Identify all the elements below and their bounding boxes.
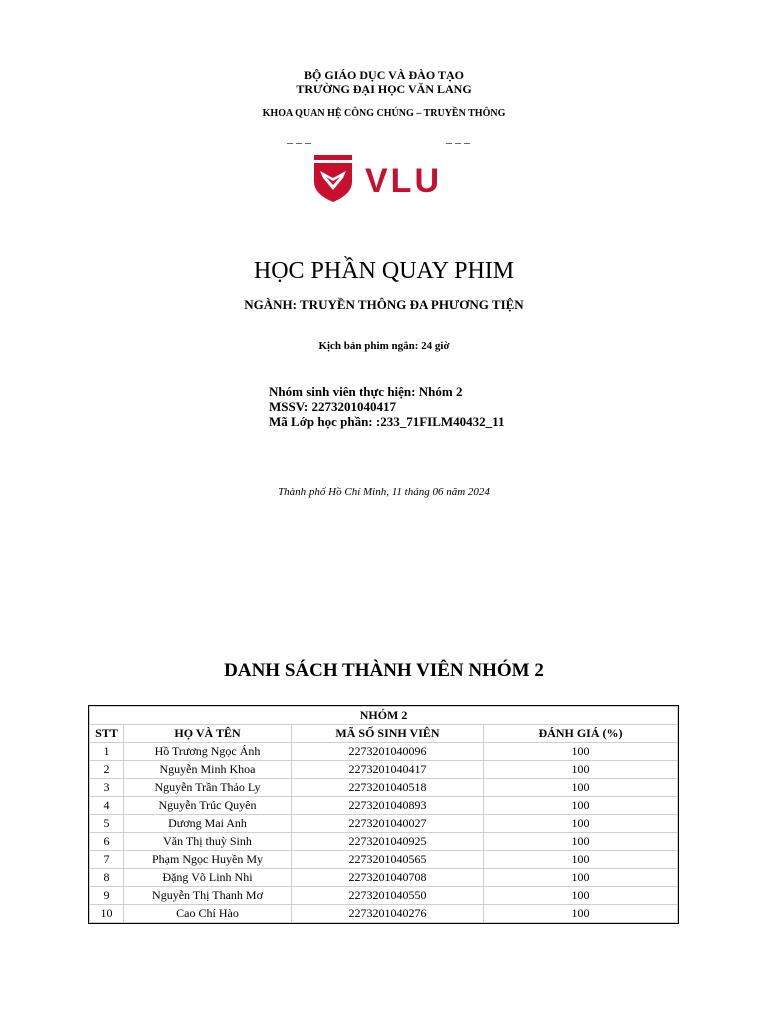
cell-name: Nguyễn Minh Khoa [124, 761, 292, 779]
cell-student-id: 2273201040417 [292, 761, 484, 779]
university-name: TRƯỜNG ĐẠI HỌC VĂN LANG [296, 82, 472, 96]
faculty-name: KHOA QUAN HỆ CÔNG CHÚNG – TRUYỀN THÔNG [262, 108, 506, 119]
column-header-stt: STT [90, 725, 124, 743]
vlu-logo [313, 154, 458, 204]
cell-name: Nguyễn Trần Thảo Ly [124, 779, 292, 797]
table-row [90, 905, 678, 923]
cell-student-id: 2273201040708 [292, 869, 484, 887]
cell-name: Cao Chí Hào [124, 905, 292, 923]
cell-rating: 100 [484, 797, 678, 815]
cell-name: Đặng Võ Linh Nhi [124, 869, 292, 887]
logo-wordmark: VLU [365, 162, 442, 200]
cell-rating: 100 [484, 779, 678, 797]
members-title: DANH SÁCH THÀNH VIÊN NHÓM 2 [224, 660, 544, 681]
cell-student-id: 2273201040027 [292, 815, 484, 833]
cell-stt: 4 [90, 797, 124, 815]
student-info [269, 384, 504, 429]
members-table [89, 706, 678, 923]
table-row [90, 851, 678, 869]
date-line: Thành phố Hồ Chí Minh, 11 tháng 06 năm 2024 [278, 486, 490, 498]
cell-name: Hồ Trương Ngọc Ánh [124, 743, 292, 761]
cell-rating: 100 [484, 851, 678, 869]
cell-stt: 5 [90, 815, 124, 833]
vlu-logo-icon [313, 154, 458, 204]
column-header-rating: ĐÁNH GIÁ (%) [484, 725, 678, 743]
cell-stt: 10 [90, 905, 124, 923]
cell-rating: 100 [484, 833, 678, 851]
cell-student-id: 2273201040893 [292, 797, 484, 815]
table-row [90, 869, 678, 887]
cell-name: Văn Thị thuỳ Sinh [124, 833, 292, 851]
cell-stt: 8 [90, 869, 124, 887]
table-row [90, 815, 678, 833]
cell-stt: 3 [90, 779, 124, 797]
ministry-name: BỘ GIÁO DỤC VÀ ĐÀO TẠO [304, 68, 464, 82]
column-header-student-id: MÃ SỐ SINH VIÊN [292, 725, 484, 743]
cell-stt: 6 [90, 833, 124, 851]
cell-stt: 9 [90, 887, 124, 905]
decorative-dashes-right: _ _ _ [446, 131, 470, 145]
cell-name: Dương Mai Anh [124, 815, 292, 833]
cell-name: Phạm Ngọc Huyền My [124, 851, 292, 869]
course-title: HỌC PHẦN QUAY PHIM [253, 258, 515, 284]
table-header-row [90, 725, 678, 743]
cell-rating: 100 [484, 869, 678, 887]
cell-student-id: 2273201040565 [292, 851, 484, 869]
class-code-line: Mã Lớp học phần: :233_71FILM40432_11 [269, 414, 505, 429]
table-row [90, 833, 678, 851]
script-title: Kịch bản phim ngắn: 24 giờ [318, 340, 450, 352]
table-group-header-row [90, 707, 678, 725]
cell-student-id: 2273201040550 [292, 887, 484, 905]
cell-rating: 100 [484, 887, 678, 905]
group-header-cell: NHÓM 2 [90, 707, 678, 725]
mssv-line: MSSV: 2273201040417 [269, 399, 397, 414]
cell-student-id: 2273201040276 [292, 905, 484, 923]
table-row [90, 779, 678, 797]
group-line: Nhóm sinh viên thực hiện: Nhóm 2 [269, 384, 463, 399]
major-title: NGÀNH: TRUYỀN THÔNG ĐA PHƯƠNG TIỆN [244, 297, 524, 312]
cell-student-id: 2273201040518 [292, 779, 484, 797]
table-row [90, 797, 678, 815]
column-header-name: HỌ VÀ TÊN [124, 725, 292, 743]
cell-rating: 100 [484, 761, 678, 779]
cell-rating: 100 [484, 905, 678, 923]
cell-name: Nguyễn Thị Thanh Mơ [124, 887, 292, 905]
cell-name: Nguyễn Trúc Quyên [124, 797, 292, 815]
cell-student-id: 2273201040096 [292, 743, 484, 761]
table-row [90, 743, 678, 761]
cell-stt: 1 [90, 743, 124, 761]
table-row [90, 887, 678, 905]
decorative-dashes-left: _ _ _ [287, 131, 311, 145]
cell-rating: 100 [484, 743, 678, 761]
cell-rating: 100 [484, 815, 678, 833]
cell-student-id: 2273201040925 [292, 833, 484, 851]
cell-stt: 7 [90, 851, 124, 869]
cell-stt: 2 [90, 761, 124, 779]
table-row [90, 761, 678, 779]
